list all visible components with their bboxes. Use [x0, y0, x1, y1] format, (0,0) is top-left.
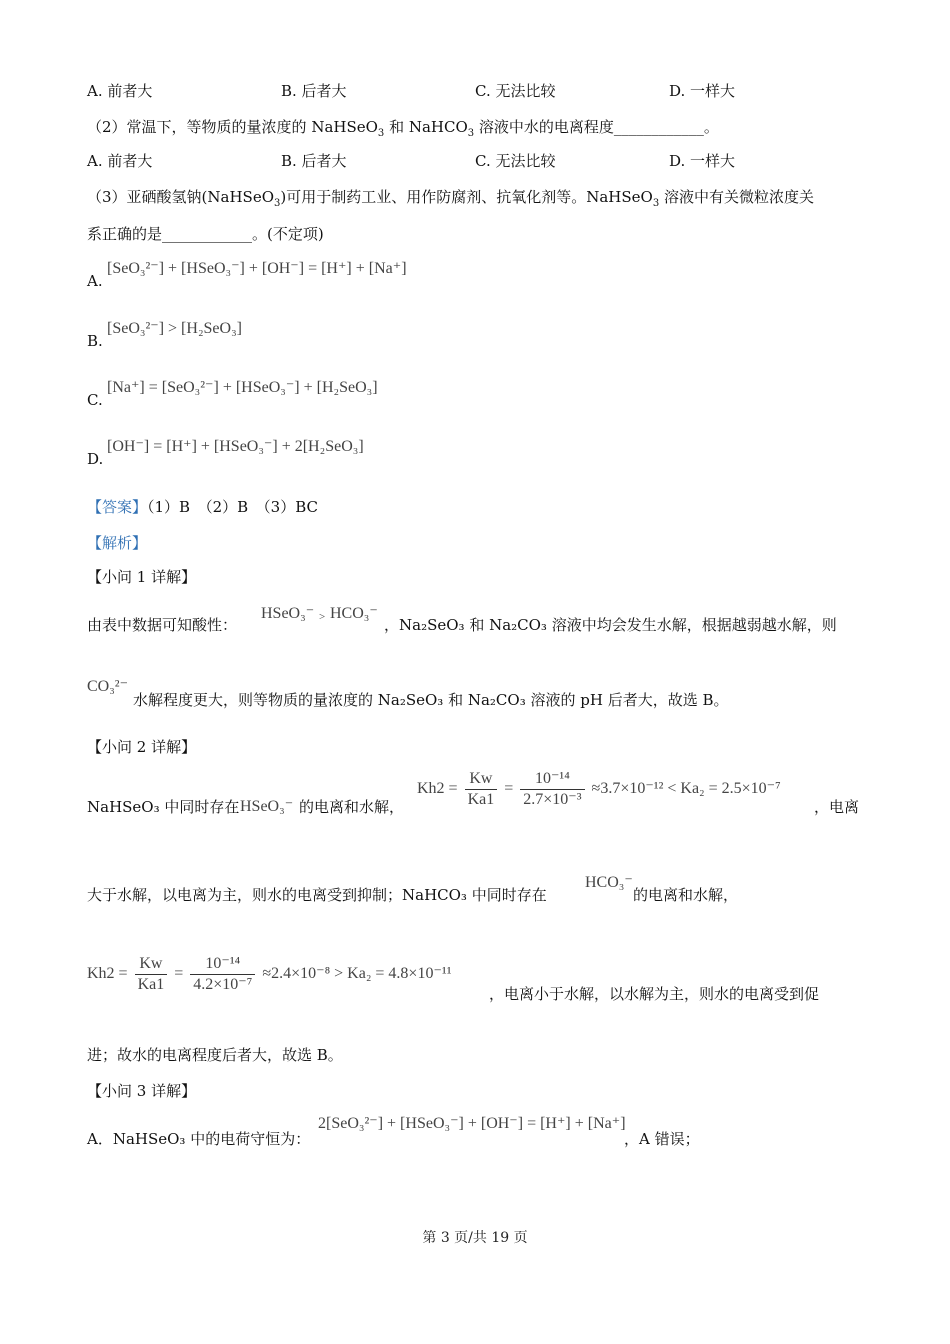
- sub1-formula-hco3: HCO₃⁻: [330, 605, 378, 622]
- sub2-approx2: ≈2.4×10⁻⁸: [262, 965, 331, 983]
- q2-text-suffix: 溶液中水的电离程度: [474, 118, 614, 136]
- sub2-den2: 4.2×10⁻⁷: [193, 976, 253, 993]
- sub2-kh-label-2: Kh2 =: [87, 965, 128, 983]
- answer-text: （1）B （2）B （3）BC: [147, 498, 318, 516]
- sub1-formula-hseo3: HSeO₃⁻: [261, 605, 315, 622]
- q3-blank: ____________: [162, 225, 253, 243]
- sub2-kw: Kw: [465, 770, 498, 790]
- q2-end: 。: [703, 118, 719, 136]
- q2-subscript: 3: [377, 128, 385, 139]
- sub1-line2-suffix: 水解程度更大，则等物质的量浓度的 Na₂SeO₃ 和 Na₂CO₃ 溶液的 pH 后者大，故选 B。: [133, 691, 729, 709]
- q1-options: [0, 80, 950, 104]
- sub2-line3-end: ，电离小于水解，以水解为主，则水的电离受到促: [489, 985, 820, 1003]
- q3-option-d-letter: D.: [87, 450, 104, 468]
- answer-label: 【答案】: [87, 498, 148, 516]
- q3-line2-end: 。(不定项): [252, 225, 324, 243]
- q3-subscript: 3: [274, 198, 281, 209]
- sub2-value-fraction: [520, 770, 584, 809]
- q3-option-a-letter: A.: [87, 272, 103, 290]
- sub1-line1-suffix: ，Na₂SeO₃ 和 Na₂CO₃ 溶液中均会发生水解，根据越弱越水解，则: [384, 616, 837, 634]
- sub2-kw-2: Kw: [135, 955, 168, 975]
- sub3-formula-charge-balance: 2[SeO₃²⁻] + [HSeO₃⁻] + [OH⁻] = [H⁺] + [Na⁺]: [318, 1115, 626, 1132]
- sub2-kh-expression: Kh2 = $\frac{Kw}{Ka1}$ = $\frac{\text{10⁻¹⁴}}{\text{2.7×10⁻³}}$ ≈3.7×10⁻¹² < Ka₂ = 2.5×10⁻⁷: [417, 770, 781, 808]
- q2-blank: ____________: [613, 118, 704, 136]
- q3-question-line2: [87, 223, 324, 244]
- sub1-line1-prefix: 由表中数据可知酸性：: [87, 616, 238, 634]
- q1-option-d: D. 一样大: [669, 82, 736, 100]
- sub3-title: 【小问 3 详解】: [87, 1082, 197, 1100]
- q3-option-c-letter: C.: [87, 391, 103, 409]
- sub3-line1-prefix: A．NaHSeO₃ 中的电荷守恒为：: [87, 1130, 311, 1148]
- q3-option-b-letter: B.: [87, 332, 103, 350]
- page-footer: 第 3 页/共 19 页: [422, 1230, 528, 1246]
- sub2-value-fraction-2: [190, 955, 255, 994]
- answer-line: [87, 496, 318, 517]
- q3-line2-text: 系正确的是: [87, 225, 163, 243]
- q3-option-b-formula: [SeO₃²⁻] > [H₂SeO₃]: [107, 320, 242, 337]
- sub2-formula-hco3: HCO₃⁻: [585, 874, 633, 891]
- q3-subscript-2: 3: [652, 198, 660, 209]
- q3-text-end: 溶液中有关微粒浓度关: [659, 188, 814, 206]
- sub2-kw-fraction: [465, 770, 498, 809]
- q2-option-a: A. 前者大: [87, 152, 153, 170]
- sub2-line2-end: 的电离和水解，: [633, 886, 739, 904]
- sub1-formula-co3: CO₃²⁻: [87, 678, 129, 695]
- sub2-den1: 2.7×10⁻³: [523, 791, 582, 808]
- q1-option-b: B. 后者大: [281, 82, 347, 100]
- sub2-title: 【小问 2 详解】: [87, 738, 197, 756]
- sub2-ka1-2: Ka1: [137, 976, 165, 993]
- sub2-line1-mid: 的电离和水解，: [299, 798, 405, 816]
- q1-option-c: C. 无法比较: [475, 82, 556, 100]
- sub2-num2: 10⁻¹⁴: [190, 955, 255, 975]
- sub2-line1-prefix: NaHSeO₃ 中同时存在: [87, 798, 240, 816]
- sub2-num1: 10⁻¹⁴: [520, 770, 584, 790]
- q3-option-d-formula: [OH⁻] = [H⁺] + [HSeO₃⁻] + 2[H₂SeO₃]: [107, 438, 364, 455]
- q3-option-c-formula: [Na⁺] = [SeO₃²⁻] + [HSeO₃⁻] + [H₂SeO₃]: [107, 379, 378, 396]
- sub2-kh-label: Kh2 =: [417, 780, 458, 798]
- sub1-title: 【小问 1 详解】: [87, 568, 197, 586]
- sub3-line1-end: ，A 错误；: [624, 1130, 700, 1148]
- q2-question: [87, 116, 719, 137]
- sub2-line2-prefix: 大于水解，以电离为主，则水的电离受到抑制；NaHCO₃ 中同时存在: [87, 886, 547, 904]
- q2-text: （2）常温下，等物质的量浓度的 NaHSeO: [87, 118, 378, 136]
- q1-option-a: A. 前者大: [87, 82, 153, 100]
- q2-option-c: C. 无法比较: [475, 152, 556, 170]
- q2-subscript-2: 3: [467, 128, 475, 139]
- q2-option-b: B. 后者大: [281, 152, 347, 170]
- q2-option-d: D. 一样大: [669, 152, 736, 170]
- q3-question-line1: [87, 186, 814, 207]
- q2-text-mid: 和 NaHCO: [384, 118, 468, 136]
- q2-options: [0, 150, 950, 174]
- sub2-line1-end: ，电离: [814, 798, 860, 816]
- sub2-compare1: < Ka₂ = 2.5×10⁻⁷: [667, 780, 781, 798]
- sub2-compare2: > Ka₂ = 4.8×10⁻¹¹: [334, 965, 452, 983]
- sub2-ka1: Ka1: [467, 791, 495, 808]
- analysis-label: 【解析】: [87, 534, 148, 552]
- q3-text-suffix: )可用于制药工业、用作防腐剂、抗氧化剂等。NaHSeO: [280, 188, 653, 206]
- q3-text: （3）亚硒酸氢钠(NaHSeO: [87, 188, 274, 206]
- sub2-kw-fraction-2: [135, 955, 168, 994]
- sub1-gt-sign: >: [319, 611, 326, 623]
- sub2-kh-expression-2: Kh2 = $\frac{Kw}{Ka1}$ = $\frac{\text{10⁻¹⁴}}{\text{4.2×10⁻⁷}}$ ≈2.4×10⁻⁸ > Ka₂ = 4.8×10⁻¹¹: [87, 955, 452, 993]
- sub2-formula-hseo3: HSeO₃⁻: [240, 798, 294, 815]
- sub2-approx1: ≈3.7×10⁻¹²: [591, 780, 664, 798]
- sub2-line4: 进；故水的电离程度后者大，故选 B。: [87, 1046, 343, 1064]
- q3-option-a-formula: [SeO₃²⁻] + [HSeO₃⁻] + [OH⁻] = [H⁺] + [Na⁺]: [107, 260, 407, 277]
